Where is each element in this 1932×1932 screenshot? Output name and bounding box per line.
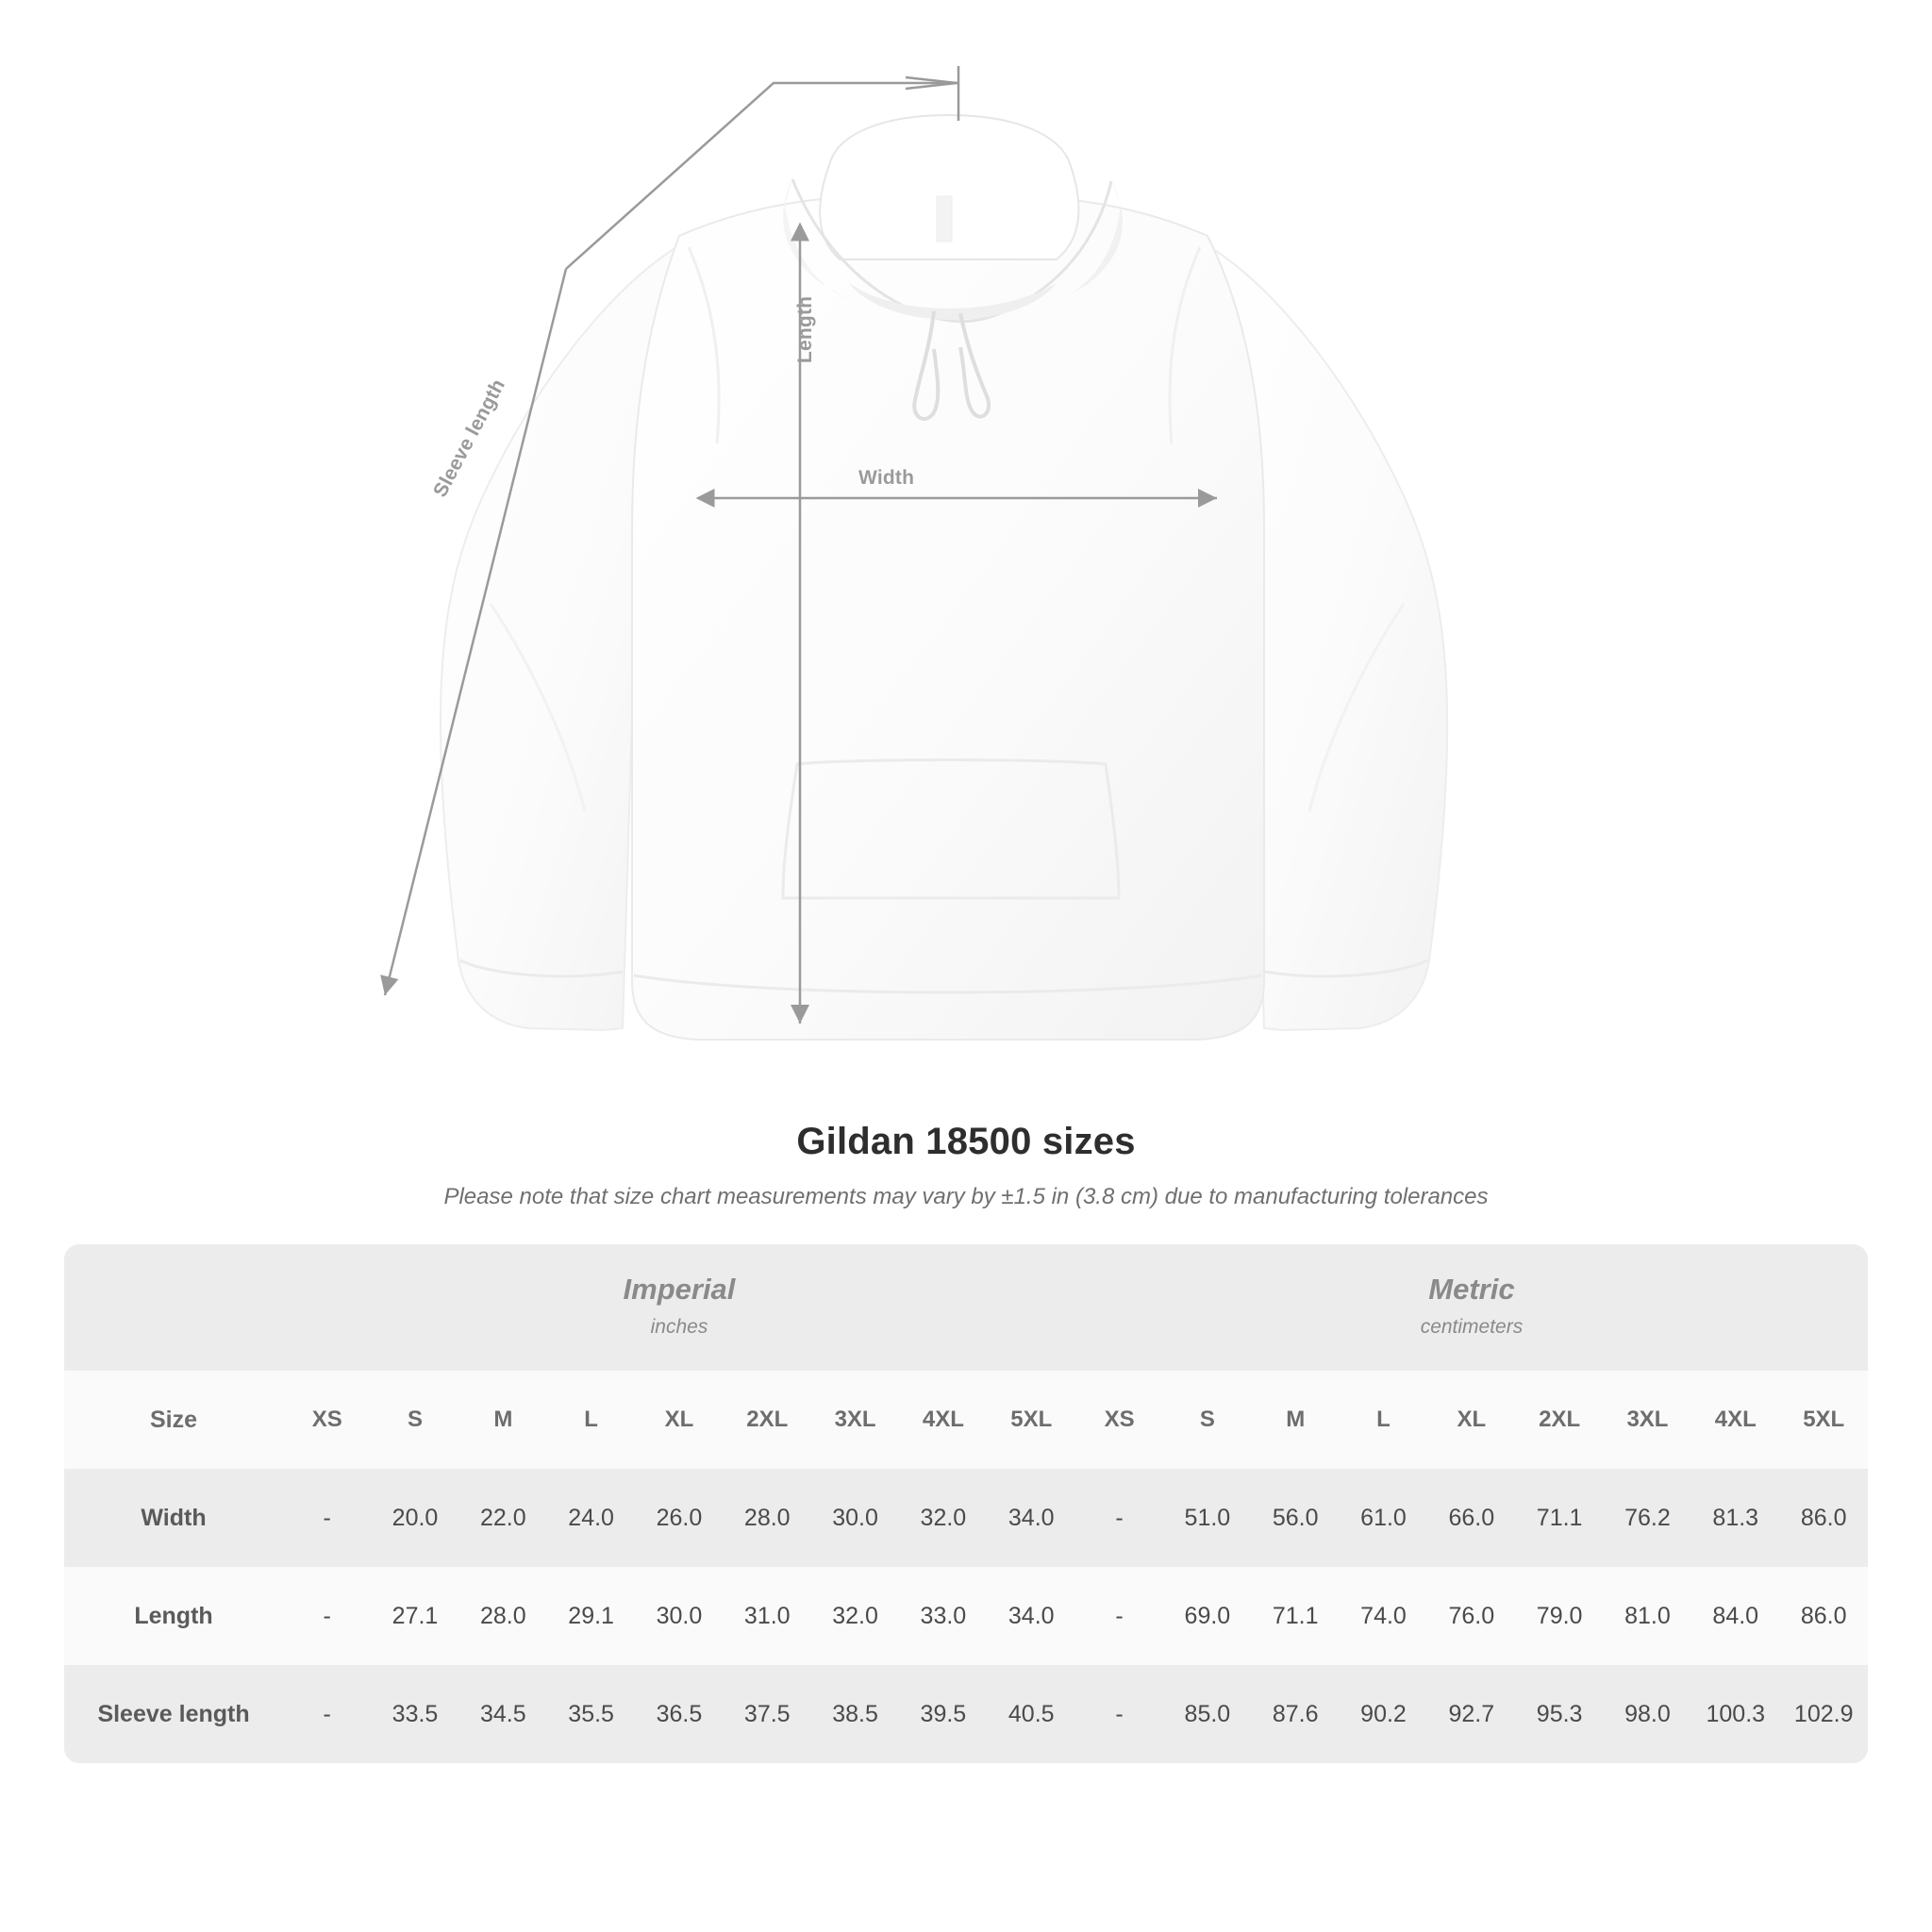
title-block [0, 1121, 1932, 1210]
unit-header-row [64, 1244, 1868, 1371]
table-cell: 56.0 [1252, 1469, 1340, 1567]
table-cell: 79.0 [1515, 1567, 1603, 1665]
col-header: 5XL [988, 1371, 1075, 1469]
table-cell: 33.5 [371, 1665, 458, 1763]
table-cell: 81.0 [1604, 1567, 1691, 1665]
table-cell: 86.0 [1779, 1567, 1868, 1665]
table-cell: 34.5 [459, 1665, 547, 1763]
table-cell: 81.3 [1691, 1469, 1779, 1567]
tolerance-note: Please note that size chart measurements may vary by ±1.5 in (3.8 cm) due to manufacturing tolerances [443, 1184, 1489, 1209]
table-cell: 27.1 [371, 1567, 458, 1665]
imperial-sublabel: inches [650, 1316, 708, 1338]
size-table [64, 1244, 1868, 1763]
table-cell: 30.0 [635, 1567, 723, 1665]
table-cell: 74.0 [1340, 1567, 1427, 1665]
col-header: XS [283, 1371, 371, 1469]
table-cell: 39.5 [899, 1665, 987, 1763]
col-header: 3XL [1604, 1371, 1691, 1469]
table-cell: 100.3 [1691, 1665, 1779, 1763]
imperial-label: Imperial [623, 1273, 736, 1306]
metric-sublabel: centimeters [1420, 1316, 1524, 1338]
table-cell: 51.0 [1163, 1469, 1251, 1567]
row-label: Sleeve length [64, 1665, 283, 1763]
col-header: 4XL [1691, 1371, 1779, 1469]
table-cell: - [283, 1469, 371, 1567]
col-header: XS [1075, 1371, 1163, 1469]
col-header: L [547, 1371, 635, 1469]
col-header: 3XL [811, 1371, 899, 1469]
table-cell: 87.6 [1252, 1665, 1340, 1763]
hoodie-shape [441, 115, 1447, 1040]
table-cell: 20.0 [371, 1469, 458, 1567]
table-cell: 33.0 [899, 1567, 987, 1665]
table-cell: 40.5 [988, 1665, 1075, 1763]
table-cell: 98.0 [1604, 1665, 1691, 1763]
col-header: L [1340, 1371, 1427, 1469]
size-table-wrapper [64, 1244, 1868, 1763]
table-cell: 34.0 [988, 1567, 1075, 1665]
table-cell: 61.0 [1340, 1469, 1427, 1567]
table-cell: 76.0 [1427, 1567, 1515, 1665]
table-cell: 76.2 [1604, 1469, 1691, 1567]
table-cell: 66.0 [1427, 1469, 1515, 1567]
table-row [64, 1567, 1868, 1665]
table-cell: 36.5 [635, 1665, 723, 1763]
col-header: 4XL [899, 1371, 987, 1469]
table-cell: 92.7 [1427, 1665, 1515, 1763]
table-cell: 85.0 [1163, 1665, 1251, 1763]
table-cell: - [283, 1665, 371, 1763]
col-header: XL [635, 1371, 723, 1469]
page-title: Gildan 18500 sizes [796, 1121, 1136, 1162]
width-dimension-label: Width [858, 467, 915, 489]
table-cell: 29.1 [547, 1567, 635, 1665]
row-label: Length [64, 1567, 283, 1665]
table-cell: 38.5 [811, 1665, 899, 1763]
col-header: 2XL [1515, 1371, 1603, 1469]
col-header: S [371, 1371, 458, 1469]
col-header: S [1163, 1371, 1251, 1469]
col-header: XL [1427, 1371, 1515, 1469]
metric-label: Metric [1428, 1273, 1515, 1306]
table-cell: 84.0 [1691, 1567, 1779, 1665]
unit-group-imperial [283, 1244, 1075, 1371]
col-header: M [1252, 1371, 1340, 1469]
table-cell: - [1075, 1567, 1163, 1665]
table-cell: - [283, 1567, 371, 1665]
length-dimension-label: Length [794, 295, 816, 363]
table-cell: 28.0 [459, 1567, 547, 1665]
col-header: 5XL [1779, 1371, 1868, 1469]
table-cell: 32.0 [811, 1567, 899, 1665]
table-cell: 71.1 [1252, 1567, 1340, 1665]
table-cell: 95.3 [1515, 1665, 1603, 1763]
size-header-row [64, 1371, 1868, 1469]
table-cell: 30.0 [811, 1469, 899, 1567]
col-header: M [459, 1371, 547, 1469]
table-cell: 24.0 [547, 1469, 635, 1567]
col-header: 2XL [724, 1371, 811, 1469]
table-cell: 32.0 [899, 1469, 987, 1567]
table-cell: 69.0 [1163, 1567, 1251, 1665]
row-label: Width [64, 1469, 283, 1567]
table-row [64, 1665, 1868, 1763]
sleeve-length-dimension-label: Sleeve length [429, 375, 510, 501]
size-header-cell: Size [64, 1371, 283, 1469]
table-cell: 26.0 [635, 1469, 723, 1567]
table-cell: - [1075, 1469, 1163, 1567]
unit-group-metric [1075, 1244, 1868, 1371]
table-cell: 37.5 [724, 1665, 811, 1763]
table-cell: 28.0 [724, 1469, 811, 1567]
table-cell: 31.0 [724, 1567, 811, 1665]
table-cell: 102.9 [1779, 1665, 1868, 1763]
table-row [64, 1469, 1868, 1567]
unit-spacer-cell [64, 1244, 283, 1371]
table-cell: 71.1 [1515, 1469, 1603, 1567]
table-cell: 34.0 [988, 1469, 1075, 1567]
table-cell: 35.5 [547, 1665, 635, 1763]
table-cell: 22.0 [459, 1469, 547, 1567]
table-cell: 90.2 [1340, 1665, 1427, 1763]
table-cell: - [1075, 1665, 1163, 1763]
table-cell: 86.0 [1779, 1469, 1868, 1567]
